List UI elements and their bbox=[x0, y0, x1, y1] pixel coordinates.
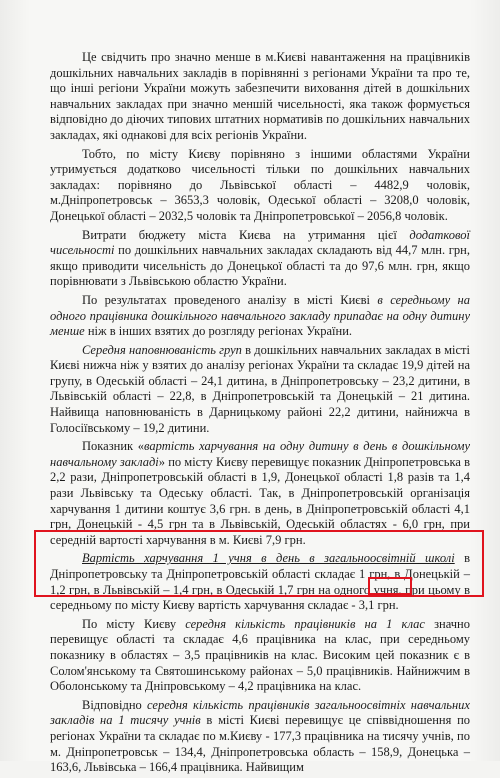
paragraph-2: Тобто, по місту Києву порівняно з іншими областями України утримується додатково чисельності тільки по дошкільних навчальних закладах: порівняно до Львівської області – 4482,9 чоловік, м.Дніпропетровськ – 3653,3 чоловік, Одеської області – 3208,0 чоловік, Донецької області – 2032,5 чоловік та Дніпропетровської – 2056,8 чоловік. bbox=[50, 146, 470, 223]
paragraph-8: По місту Києву середня кількість працівників на 1 клас значно перевищує області та складає 4,6 працівника на клас, при середньому показнику в областях – 3,5 працівників на клас. Високим цей показник є в Солом'янському та Святошинському районах – 5,0 працівників. Найнижчим в Оболонському та Дніпровському – 4,2 працівника на клас. bbox=[50, 616, 470, 694]
paragraph-7-highlighted: Вартість харчування 1 учня в день в загальноосвітній школі в Дніпропетровську та Дніпропетровській області складає 1 грн, в Донецькій – 1,2 грн, в Львівській – 1,4 грн, в Одеській 1,7 грн на одного учня, при цьому в середньому по місту Києву вартість харчування складає - 3,1 грн. bbox=[50, 551, 471, 613]
paragraph-5: Середня наповнюваність груп в дошкільних навчальних закладах в місті Києві нижча ніж у взятих до аналізу регіонах України та складає 19,9 дітей на групу, в Одеській області – 24,1 дитина, в Дніпропетровську – 23,2 дитини, в Львівській області – 22,8, в Дніпропетровській та Донецькій – 21 дитина. Найвища наповнюваність в Дарницькому районі 22,2 дитини, найнижча в Голосіївському – 19,2 дитини. bbox=[50, 342, 470, 435]
paragraph-4: По результатах проведеного аналізу в місті Києві в середньому на одного працівника дошкільного навчального закладу припадає на одну дитину менше ніж в інших взятих до розгляду регіонах України. bbox=[50, 292, 471, 339]
paragraph-3: Витрати бюджету міста Києва на утримання цієї додаткової чисельності по дошкільних навчальних закладах складають від 44,7 млн. грн, якщо приводити чисельність до Донецької області та до 97,6 млн. грн, якщо порівнювати з Львівською областю України. bbox=[50, 227, 470, 289]
paragraph-6: Показник «вартість харчування на одну дитину в день в дошкільному навчальному закладі» по місту Києву перевищує показник Дніпропетровська в 2,2 рази, Дніпропетровській області в 1,9, Донецької області 1,8 разів та 1,4 рази Львівську та Одеську області. Так, в Дніпропетровській організація харчування 1 дитини коштує 3,6 грн. в день, в Дніпропетровській області 4,1 грн, Донецькій - 4,5 грн та в Львівській, Одеській областях - 6,0 грн, при середній вартості харчування в м. Києві 7,9 грн. bbox=[50, 439, 470, 547]
highlight-box bbox=[34, 530, 484, 597]
document-body bbox=[50, 50, 470, 778]
paragraph-9: Відповідно середня кількість працівників загальноосвітніх навчальних закладів на 1 тисячу учнів в місті Києві перевищує це співвідношення по регіонах України та складає по м.Києву - 177,3 працівника на тисячу учнів, по м. Дніпропетровськ – 134,4, Дніпропетровська область – 158,9, Донецька – 163,6, Львівська – 166,4 працівника. Найвищим bbox=[50, 697, 471, 775]
value-highlight-box bbox=[368, 577, 412, 595]
paragraph-1: Це свідчить про значно менше в м.Києві навантаження на працівників дошкільних навчальних закладів в порівнянні з регіонами України та про те, що інші регіони України можуть забезпечити виховання дітей в дошкільних навчальних закладах при значно меншій чисельності, яка також формується відповідно до діючих типових штатних нормативів по дошкільних навчальних закладах, які однакові для всіх регіонів України. bbox=[50, 50, 470, 142]
highlighted-value: 3,1 грн. bbox=[358, 598, 399, 613]
